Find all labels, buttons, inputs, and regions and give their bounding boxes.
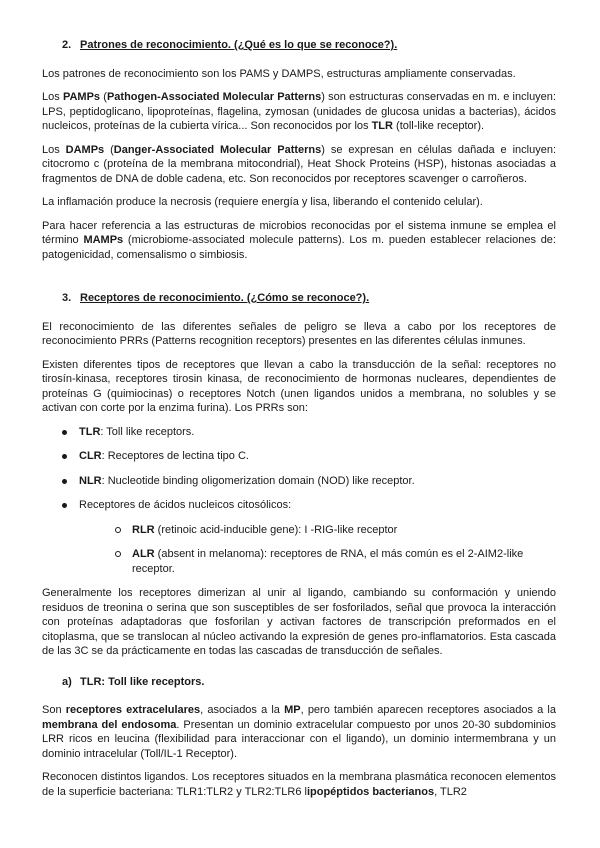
section-3-title: Receptores de reconocimiento. (¿Cómo se reconoce?).: [80, 292, 370, 304]
section-2-paragraph-damps: Los DAMPs (Danger-Associated Molecular Patterns) se expresan en células dañada e incluyen: citocromo c (proteína de la membrana mitocondrial), Heat Shock Proteins (HSP), histonas asociadas a fragmentos de DNA de doble cadena, etc. Son reconocidos por receptores scavenger o carroñeros.: [42, 143, 557, 185]
section-a-heading: [42, 675, 556, 690]
section-a-paragraph-1: Son receptores extracelulares, asociados a la MP, pero también aparecen receptores asociados a la membrana del endosoma. Presentan un dominio extracelular compuesto por unos 20-30 subdominios LRR ricos en leucina (flexibilidad para interaccionar con el ligando), un dominio intermembrana y un dominio intracelular (Toll/IL-1 Receptor).: [42, 704, 556, 760]
section-a-number: a): [62, 675, 72, 688]
damps-full-term: Danger-Associated Molecular Patterns: [113, 143, 322, 156]
list-item: CLR: Receptores de lectina tipo C.: [62, 449, 556, 464]
section-3-paragraph-1: El reconocimiento de las diferentes señales de peligro se lleva a cabo por los receptores de reconocimiento PRRs (Patterns recognition receptors) presentes en las diferentes células inmunes.: [42, 320, 556, 347]
tlr-term: TLR: [371, 120, 393, 132]
sublist-item: RLR (retinoic acid-inducible gene): I -RIG-like receptor: [115, 523, 556, 538]
section-3-paragraph-2: Existen diferentes tipos de receptores que llevan a cabo la transducción de la señal: receptores no tirosín-kinasa, receptores tirosin kinasa, de reconocimiento de hormonas nucleares, dependientes de proteínas G (quimiocinas) o receptores Notch (unen ligandos unidos a membrana, no solubles y se activan con corte por la enzima furina). Los PRRs son:: [42, 358, 556, 414]
section-3-paragraph-3: Generalmente los receptores dimerizan al unir al ligando, cambiando su conformación y uniendo residuos de treonina o serina que son susceptibles de ser fosforilados, señal que provoca la interacción con proteínas adaptadoras que fosforilan y activan factores de transcripción preformados en el citoplasma, que se translocan al núcleo activando la expresión de genes pro-inflamatorios. Esta cascada de las 3C se da prácticamente en todas las cascadas de transducción de señales.: [42, 587, 556, 657]
pamps-term: PAMPs: [62, 91, 101, 103]
damps-term: DAMPs: [65, 143, 105, 156]
section-2-paragraph-mamps: Para hacer referencia a las estructuras de microbios reconocidas por el sistema inmune se emplea el término MAMPs (microbiome-associated molecule patterns). Los m. pueden establecer relaciones de: patogenicidad, comensalismo o simbiosis.: [42, 219, 556, 261]
nucleic-acid-receptor-sublist: [79, 523, 556, 577]
section-2-heading: [42, 38, 556, 53]
section-2-paragraph-pamps: Los PAMPs (Pathogen-Associated Molecular Patterns) son estructuras conservadas en m. e incluyen: LPS, peptidoglicano, lipoproteínas, flagelina, zymosan (unidades de glucosa unidas a bacterias), ácidos nucleicos, proteínas de la cubierta vírica... Son reconocidos por los TLR (toll-like receptor).: [42, 91, 556, 132]
sublist-item: ALR (absent in melanoma): receptores de RNA, el más común es el 2-AIM2-like receptor.: [115, 547, 556, 576]
prr-list: [42, 425, 556, 577]
mamps-term: MAMPs: [83, 234, 124, 246]
list-item: TLR: Toll like receptors.: [62, 425, 556, 440]
document-page: [42, 38, 556, 808]
section-2-number: 2.: [62, 39, 72, 51]
section-a-title: TLR: Toll like receptors.: [80, 675, 205, 688]
list-item: NLR: Nucleotide binding oligomerization domain (NOD) like receptor.: [62, 474, 556, 489]
section-a-paragraph-2: Reconocen distintos ligandos. Los receptores situados en la membrana plasmática reconocen elementos de la superficie bacteriana: TLR1:TLR2 y TLR2:TLR6 lipopéptidos bacterianos, TLR2: [42, 771, 556, 798]
pamps-full-term: Pathogen-Associated Molecular Patterns: [106, 91, 322, 103]
list-item: Receptores de ácidos nucleicos citosólicos: RLR (retinoic acid-inducible gene): I -RIG-like receptor ALR (absent in melanoma): receptores de RNA, el más común es el 2-AIM2-like receptor.: [62, 498, 556, 576]
section-3-heading: [42, 291, 556, 306]
section-2-paragraph-1: Los patrones de reconocimiento son los PAMS y DAMPS, estructuras ampliamente conservadas.: [42, 67, 516, 80]
section-2-title: Patrones de reconocimiento. (¿Qué es lo que se reconoce?).: [80, 39, 398, 51]
section-3-number: 3.: [62, 292, 72, 304]
section-2-paragraph-inflammation: La inflamación produce la necrosis (requiere energía y lisa, liberando el contenido celular).: [42, 196, 483, 208]
